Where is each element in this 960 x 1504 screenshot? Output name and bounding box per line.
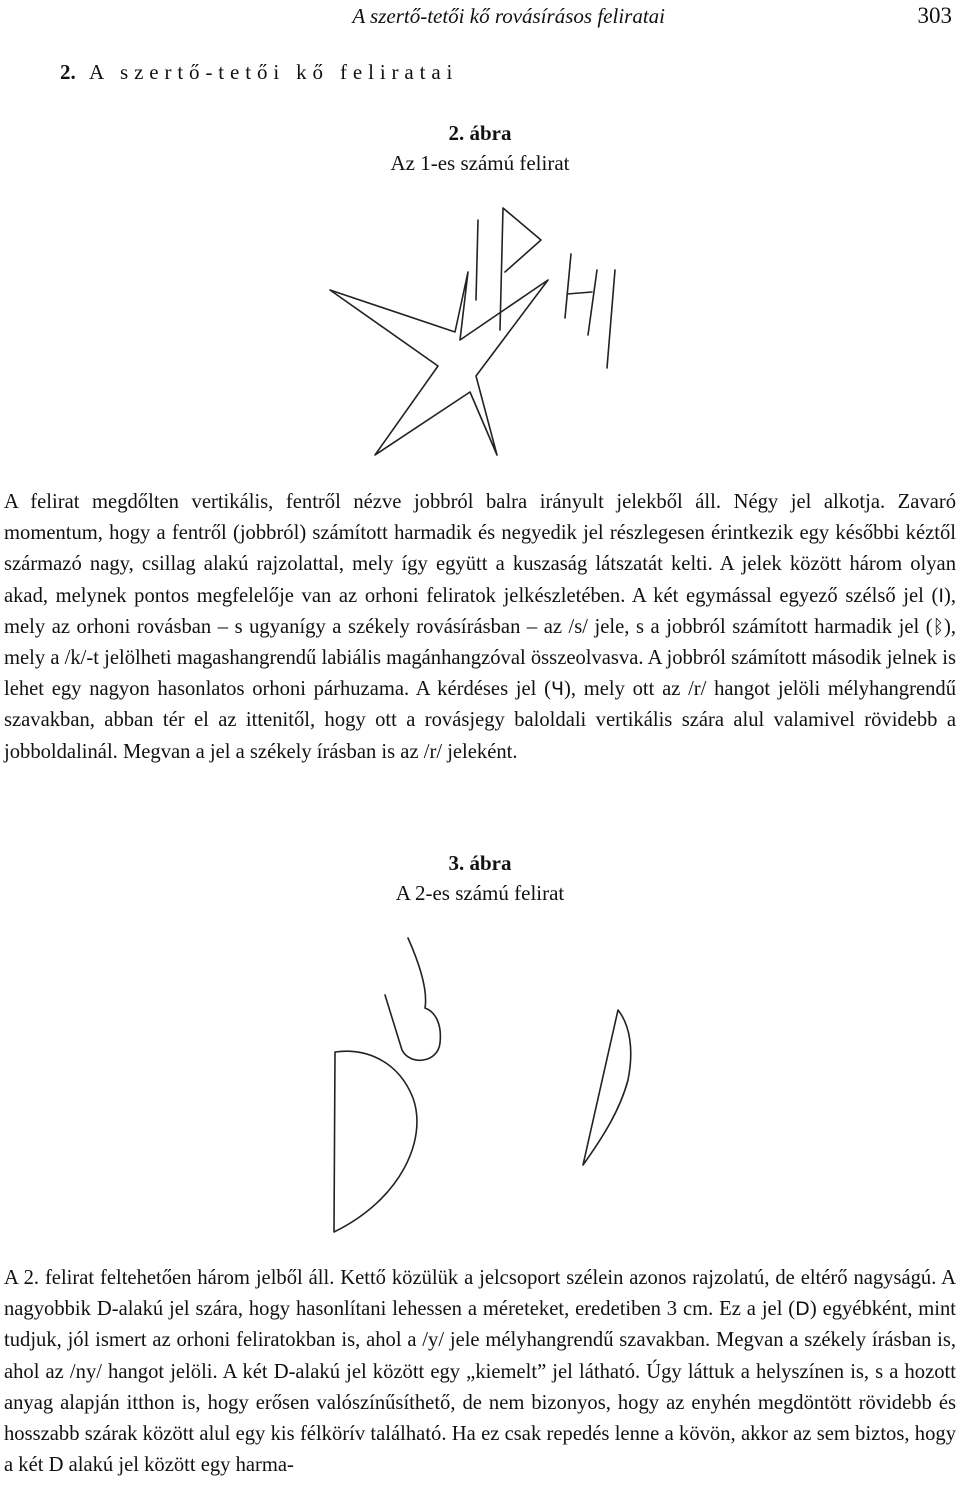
rune-sign-3 <box>565 254 597 335</box>
section-number: 2. <box>60 60 76 84</box>
glyph-r: Ч <box>550 678 564 701</box>
rune-sign-4 <box>607 270 615 368</box>
small-d-sign <box>583 1010 631 1165</box>
large-d-sign <box>334 1051 417 1232</box>
paragraph-2: A 2. felirat feltehetően három jelből áll. Kettő közülük a jelcsoport szélein azonos rajzolatú, de eltérő nagyságú. A nagyobbik D-alakú jel szára, hogy hasonlítani lehessen a méreteket, eredetiben 3 cm. Ez a jel (D) egyébként, mint tudjuk, jól ismert az orhoni feliratokban is, ahol a /y/ jele mélyhangrendű szavakban. Megvan a székely írásban is, ahol az /ny/ hangot jelöli. A két D-alakú jel között egy „kiemelt” jel látható. Úgy láttuk a helyszínen is, s a hozott anyag alapján itthon is, hogy erősen valószínűsíthető, de nem bizonyos, hogy az enyhén megdöntött rövidebb és hosszabb szárak között alul egy kis félkörív található. Ha ez csak repedés lenne a kövön, akkor az sem biztos, hogy a két D alakú jel között egy harma- <box>4 1267 956 1477</box>
middle-sign <box>385 938 440 1060</box>
figure-3-title: A 2-es számú felirat <box>395 881 565 905</box>
running-header <box>0 4 960 30</box>
page-number: 303 <box>917 3 952 28</box>
rune-sign-1 <box>476 220 478 300</box>
section-heading <box>60 60 458 85</box>
star-drawing <box>330 272 548 455</box>
figure-2-label: 2. ábra <box>448 121 512 145</box>
glyph-y: D <box>795 1298 810 1321</box>
rune-sign-2 <box>500 208 541 330</box>
glyph-s: I <box>938 584 944 607</box>
glyph-k: ᛒ <box>932 615 944 638</box>
figure-2-caption <box>0 118 960 178</box>
section-title: A szertő-tetői kő feliratai <box>89 60 459 84</box>
figure-2-drawing <box>0 195 960 475</box>
figure-3-drawing <box>0 925 960 1245</box>
running-title: A szertő-tetői kő rovásírásos feliratai <box>352 4 665 28</box>
figure-3-label: 3. ábra <box>448 851 512 875</box>
paragraph-1: A felirat megdőlten vertikális, fentről nézve jobbról balra irányult jelekből áll. Négy jel alkotja. Zavaró momentum, hogy a fentről (jobbról) számított harmadik és negyedik jel részlegesen érintkezik egy későbbi kéztől származó nagy, csillag alakú rajzolattal, mely így együtt a kuszaság látszatát kelti. A jelek között három olyan akad, melynek pontos megfelelője van az orhoni feliratok jelkészletében. A két egymással egyező szélső jel (I), mely az orhoni rovásban – s ugyanígy a székely rovásírásban – az /s/ jele, s a jobbról számított harmadik jel (ᛒ), mely a /k/-t jelölheti magashangrendű labiális magánhangzóval összeolvasva. A jobbról számított második jelnek is lehet egy nagyon hasonlatos orhoni párhuzama. A kérdéses jel (Ч), mely ott az /r/ hangot jelöli mélyhangrendű szavakban, abban tér el az ittenitől, hogy ott a rovásjegy baloldali vertikális szára alul valamivel rövidebb a jobboldalinál. Megvan a jel a székely írásban is az /r/ jeleként. <box>4 491 956 763</box>
figure-2-title: Az 1-es számú felirat <box>390 151 570 175</box>
figure-3-caption <box>0 848 960 908</box>
